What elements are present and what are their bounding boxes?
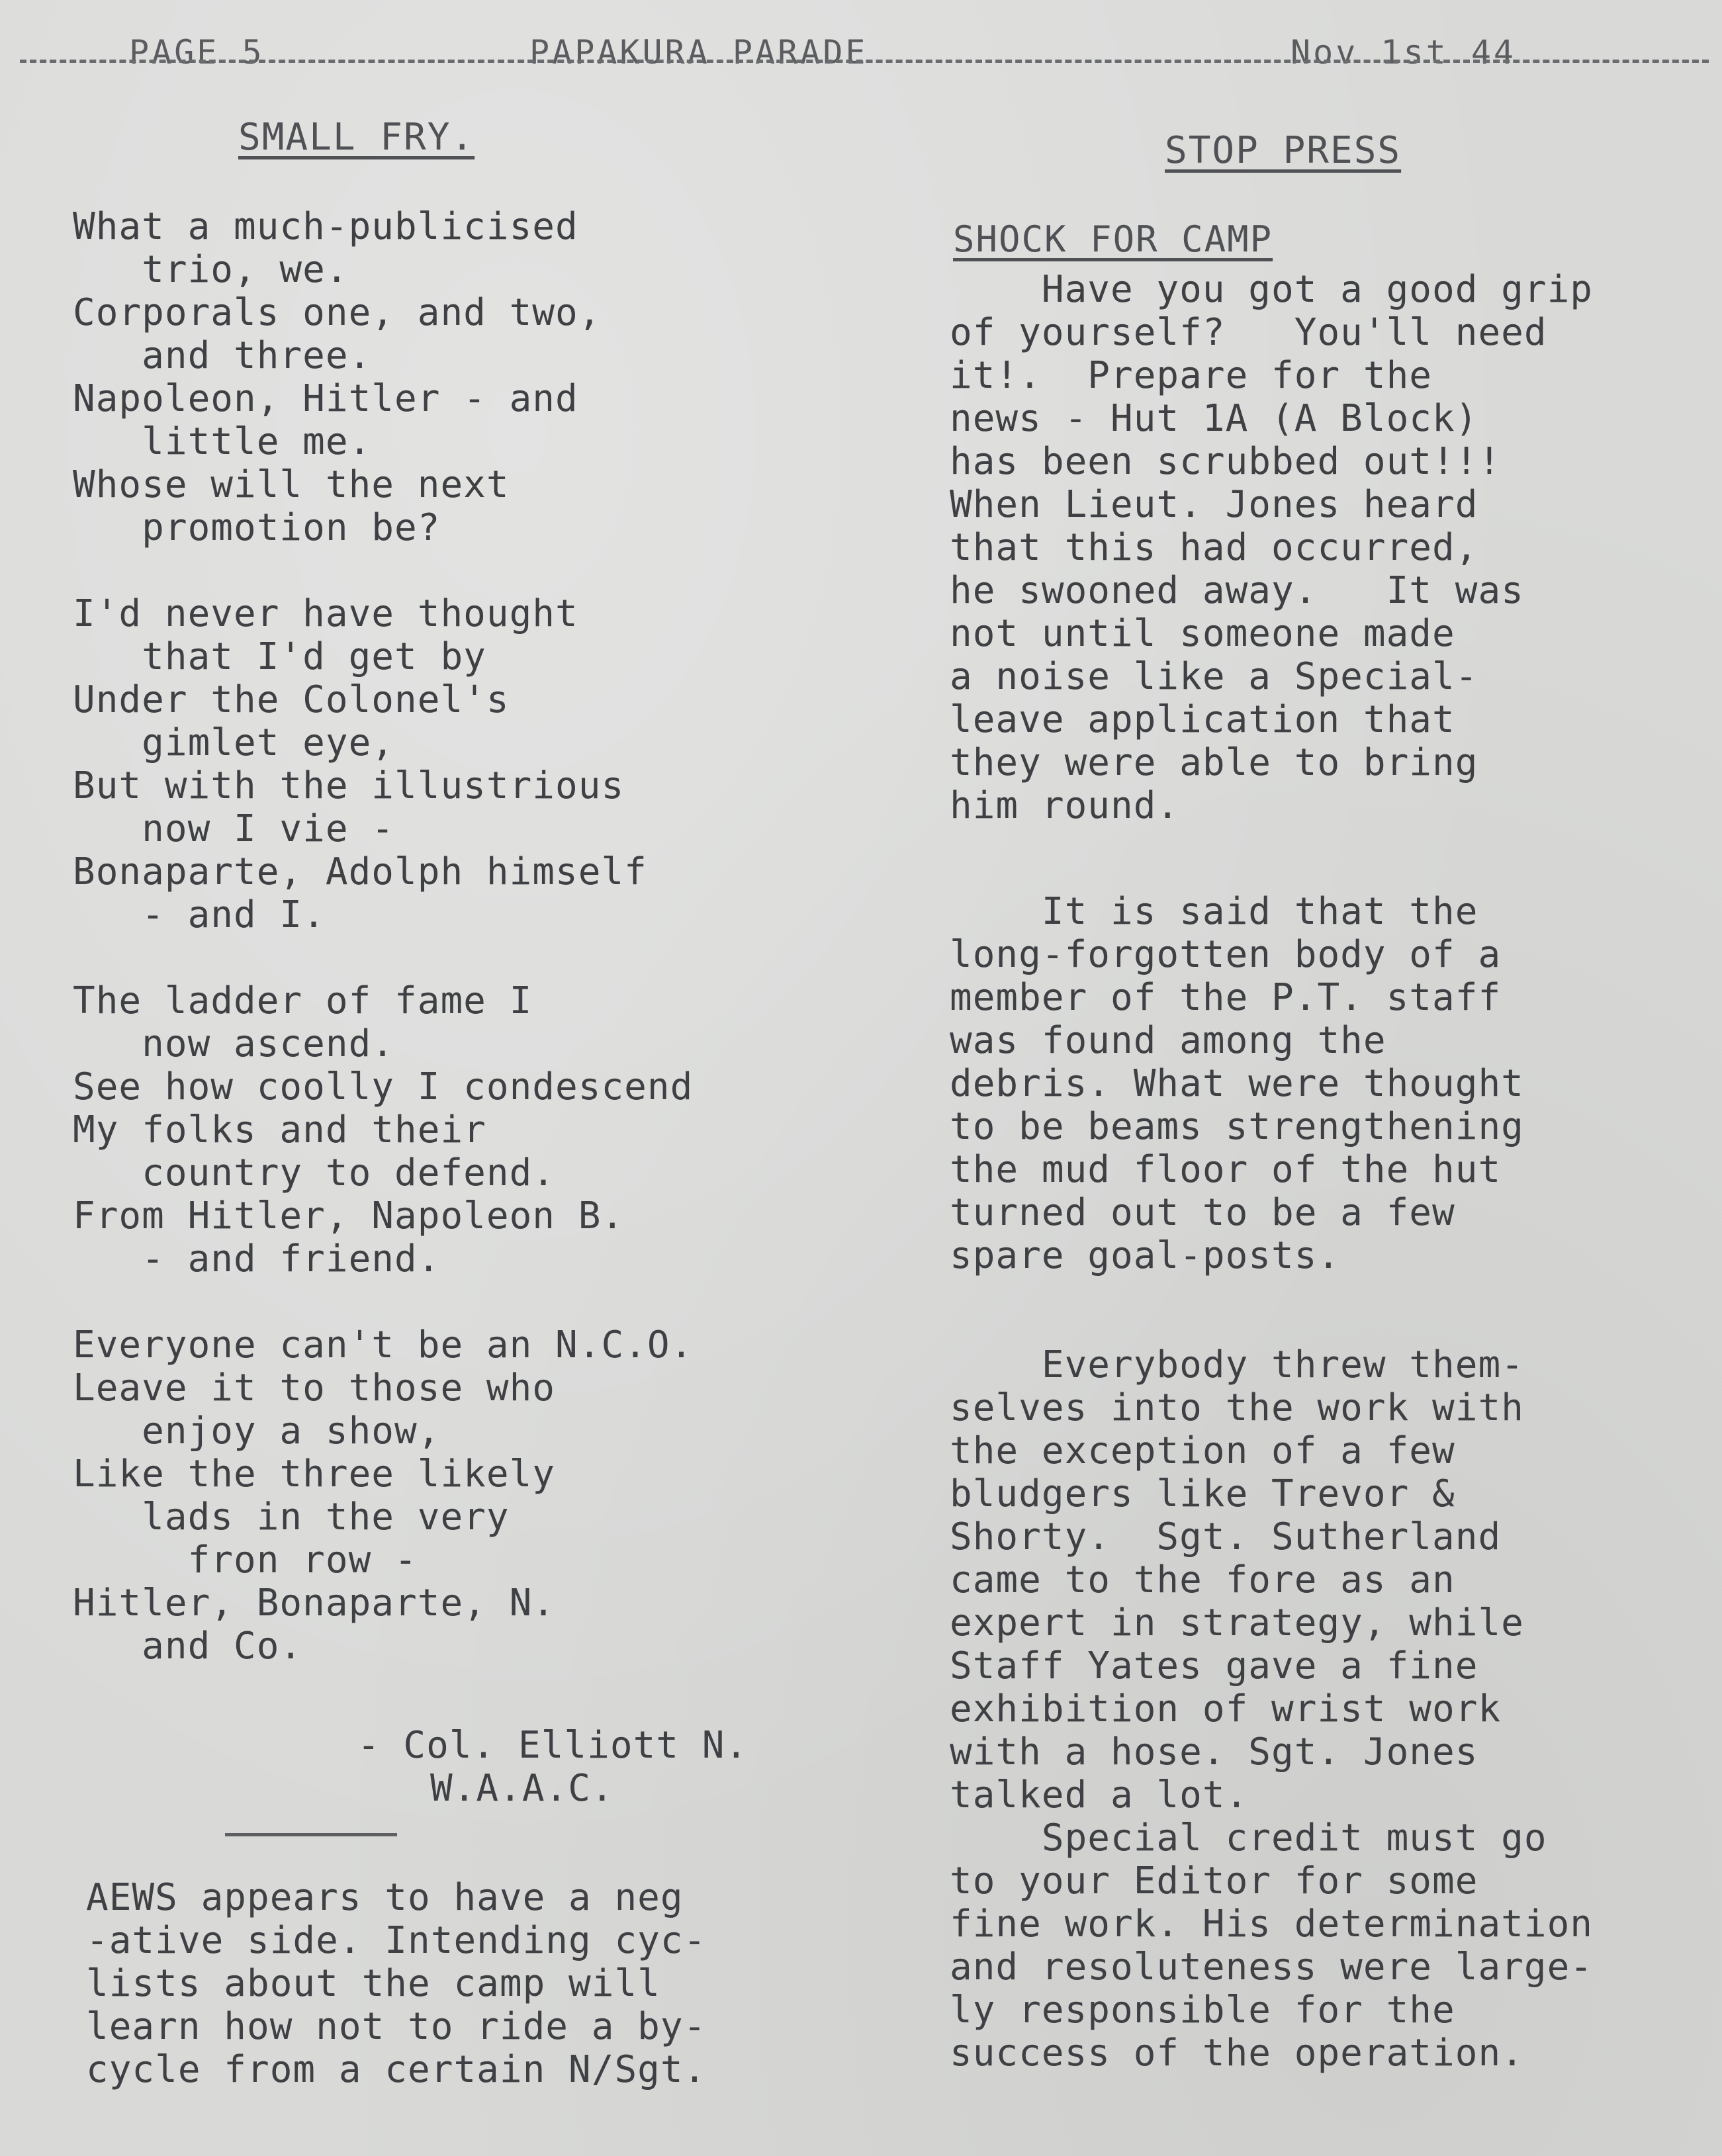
poem-line: country to defend. — [73, 1151, 556, 1194]
stop-press-line: to be beams strengthening — [950, 1105, 1524, 1148]
poem-line: Hitler, Bonaparte, N. — [73, 1582, 556, 1625]
stop-press-line: debris. What were thought — [950, 1062, 1524, 1105]
page-header — [0, 26, 1722, 73]
poem-line: enjoy a show, — [73, 1410, 441, 1453]
stop-press-line: spare goal-posts. — [950, 1234, 1341, 1277]
stop-press-line: not until someone made — [950, 612, 1455, 655]
signature-unit: W.A.A.C. — [430, 1767, 614, 1810]
header-rule — [20, 60, 1709, 63]
stop-press-line: news - Hut 1A (A Block) — [950, 397, 1478, 440]
shock-for-camp-heading: SHOCK FOR CAMP — [953, 218, 1273, 260]
stop-press-line: the exception of a few — [950, 1429, 1455, 1472]
stop-press-line: leave application that — [950, 698, 1455, 741]
poem-line: Like the three likely — [73, 1453, 556, 1496]
small-fry-title: SMALL FRY. — [238, 116, 475, 159]
stop-press-line: talked a lot. — [950, 1774, 1249, 1817]
poem-line: gimlet eye, — [73, 721, 395, 764]
stop-press-line: they were able to bring — [950, 741, 1478, 784]
poem-line: My folks and their — [73, 1108, 486, 1151]
stop-press-line: success of the operation. — [950, 2032, 1524, 2075]
poem-line: lads in the very — [73, 1496, 510, 1539]
poem-line: - and I. — [73, 893, 326, 936]
poem-line: that I'd get by — [73, 635, 486, 678]
stop-press-line: exhibition of wrist work — [950, 1687, 1502, 1730]
poem-line: Corporals one, and two, — [73, 291, 602, 334]
stop-press-line: a noise like a Special- — [950, 655, 1478, 698]
page-number: PAGE 5 — [129, 33, 265, 71]
poem-line: and three. — [73, 334, 372, 377]
stop-press-line: It is said that the — [950, 890, 1478, 933]
poem-line: and Co. — [73, 1625, 303, 1668]
aews-line: AEWS appears to have a neg — [86, 1876, 684, 1919]
poem-line: now I vie - — [73, 807, 395, 850]
stop-press-line: Everybody threw them- — [950, 1343, 1524, 1386]
stop-press-line: of yourself? You'll need — [950, 311, 1547, 354]
stop-press-line: When Lieut. Jones heard — [950, 483, 1478, 526]
stop-press-line: selves into the work with — [950, 1386, 1524, 1429]
poem-line: Leave it to those who — [73, 1367, 556, 1410]
poem-line: now ascend. — [73, 1022, 395, 1065]
stop-press-line: Have you got a good grip — [950, 268, 1594, 311]
stop-press-line: he swooned away. It was — [950, 569, 1524, 612]
poem-line: fron row - — [73, 1539, 418, 1582]
stop-press-line: it!. Prepare for the — [950, 354, 1433, 397]
stop-press-line: and resoluteness were large- — [950, 1946, 1594, 1989]
section-divider — [225, 1833, 397, 1836]
poem-line: promotion be? — [73, 506, 441, 549]
poem-line: Napoleon, Hitler - and — [73, 377, 578, 420]
stop-press-line: long-forgotten body of a — [950, 933, 1502, 976]
stop-press-line: fine work. His determination — [950, 1903, 1594, 1946]
aews-line: -ative side. Intending cyc- — [86, 1919, 707, 1962]
stop-press-line: Staff Yates gave a fine — [950, 1644, 1478, 1687]
poem-line: But with the illustrious — [73, 764, 625, 807]
poem-line: Everyone can't be an N.C.O. — [73, 1324, 694, 1367]
poem-line: Bonaparte, Adolph himself — [73, 850, 647, 893]
poem-line: What a much-publicised — [73, 205, 578, 248]
signature: - Col. Elliott N. — [357, 1724, 748, 1767]
stop-press-line: the mud floor of the hut — [950, 1148, 1502, 1191]
stop-press-line: has been scrubbed out!!! — [950, 440, 1502, 483]
poem-line: From Hitler, Napoleon B. — [73, 1194, 625, 1237]
stop-press-title: STOP PRESS — [1165, 129, 1402, 172]
stop-press-line: was found among the — [950, 1019, 1386, 1062]
poem-line: trio, we. — [73, 248, 349, 291]
stop-press-line: came to the fore as an — [950, 1558, 1455, 1601]
poem-line: - and friend. — [73, 1237, 441, 1280]
poem-line: Under the Colonel's — [73, 678, 510, 721]
stop-press-line: with a hose. Sgt. Jones — [950, 1730, 1478, 1774]
stop-press-line: bludgers like Trevor & — [950, 1472, 1455, 1515]
stop-press-line: him round. — [950, 784, 1180, 827]
stop-press-line: member of the P.T. staff — [950, 976, 1502, 1019]
stop-press-line: expert in strategy, while — [950, 1601, 1524, 1644]
stop-press-line: that this had occurred, — [950, 526, 1478, 569]
stop-press-line: ly responsible for the — [950, 1989, 1455, 2032]
stop-press-line: to your Editor for some — [950, 1860, 1478, 1903]
aews-line: cycle from a certain N/Sgt. — [86, 2048, 707, 2091]
poem-line: I'd never have thought — [73, 592, 578, 635]
stop-press-line: Shorty. Sgt. Sutherland — [950, 1515, 1502, 1558]
poem-line: little me. — [73, 420, 372, 463]
stop-press-line: Special credit must go — [950, 1817, 1547, 1860]
stop-press-line: turned out to be a few — [950, 1191, 1455, 1234]
poem-line: Whose will the next — [73, 463, 510, 506]
aews-line: learn how not to ride a by- — [86, 2005, 707, 2048]
issue-date: Nov 1st 44 — [1291, 33, 1517, 71]
paper-name: PAPAKURA PARADE — [529, 33, 868, 71]
poem-line: See how coolly I condescend — [73, 1065, 694, 1108]
poem-line: The ladder of fame I — [73, 979, 533, 1022]
aews-line: lists about the camp will — [86, 1962, 660, 2005]
